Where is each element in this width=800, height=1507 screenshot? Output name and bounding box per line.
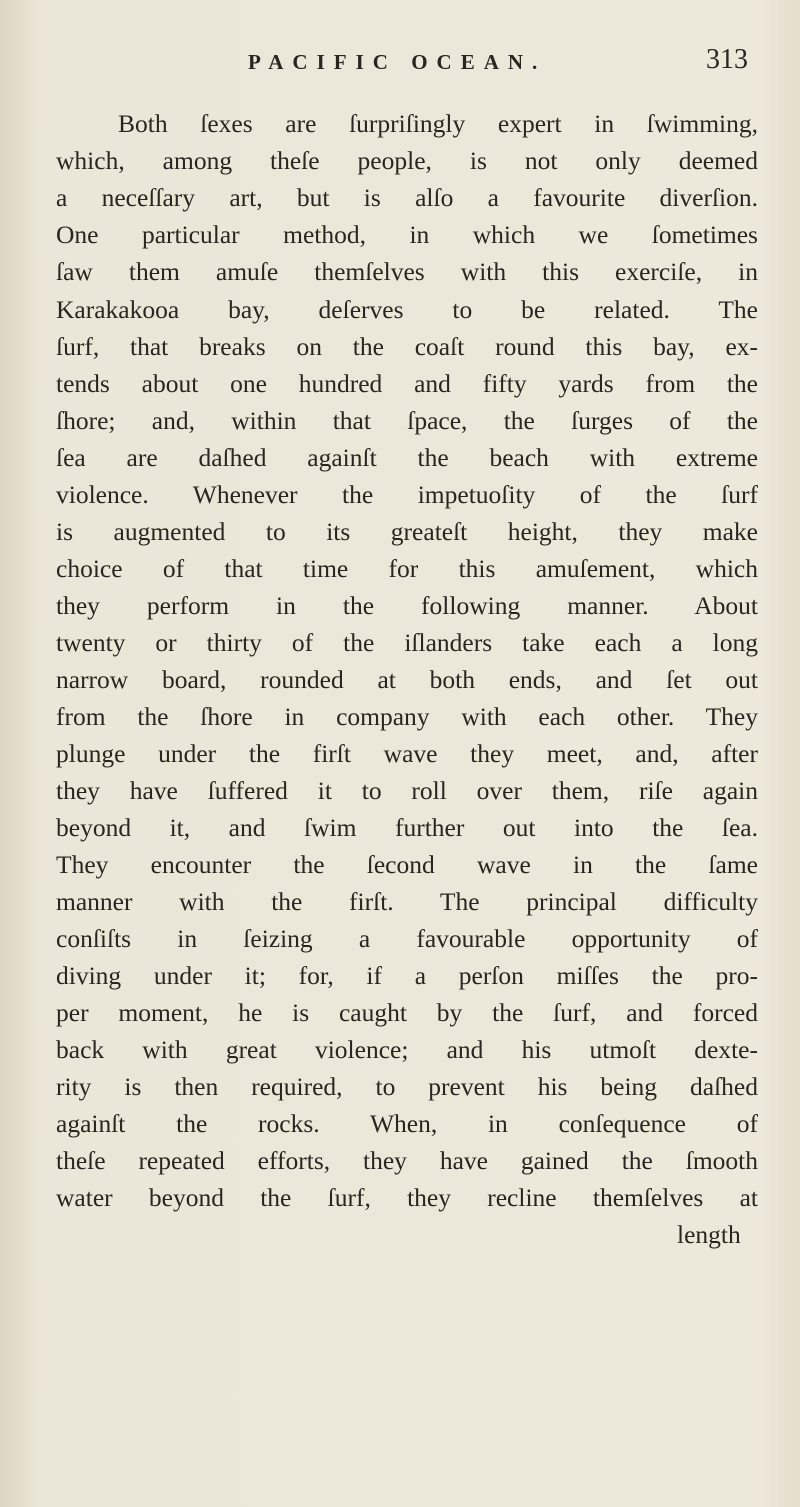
text-line: Both ſexes are ſurpriſingly expert in ſwimming, xyxy=(118,109,758,138)
text-line: ſhore; and, within that ſpace, the ſurges of the xyxy=(56,406,758,435)
running-head xyxy=(0,38,800,78)
text-line: from the ſhore in company with each other. They xyxy=(56,702,758,731)
text-line: theſe repeated efforts, they have gained the ſmooth xyxy=(56,1146,758,1175)
text-line: diving under it; for, if a perſon miſſes the pro- xyxy=(56,961,758,990)
text-line: ſaw them amuſe themſelves with this exerciſe, in xyxy=(56,257,758,286)
text-line: they perform in the following manner. About xyxy=(56,591,758,620)
text-line: choice of that time for this amuſement, which xyxy=(56,554,758,583)
text-line: per moment, he is caught by the ſurf, and forced xyxy=(56,998,758,1027)
text-line: they have ſuffered it to roll over them, riſe again xyxy=(56,776,758,805)
text-line: Karakakooa bay, deſerves to be related. The xyxy=(56,295,758,324)
text-line: water beyond the ſurf, they recline themſelves at xyxy=(56,1183,758,1212)
text-line: is augmented to its greateſt height, they make xyxy=(56,517,758,546)
text-line: ſurf, that breaks on the coaſt round this bay, ex- xyxy=(56,332,758,361)
text-line: narrow board, rounded at both ends, and ſet out xyxy=(56,665,758,694)
text-line: They encounter the ſecond wave in the ſame xyxy=(56,850,758,879)
text-line: One particular method, in which we ſometimes xyxy=(56,220,758,249)
text-line: conſiſts in ſeizing a favourable opportunity of xyxy=(56,924,758,953)
running-head-title: PACIFIC OCEAN. xyxy=(248,50,547,74)
text-line: which, among theſe people, is not only deemed xyxy=(56,146,758,175)
text-line: a neceſſary art, but is alſo a favourite diverſion. xyxy=(56,183,758,212)
text-line: beyond it, and ſwim further out into the ſea. xyxy=(56,813,758,842)
catchword: length xyxy=(677,1220,741,1249)
text-line: ſea are daſhed againſt the beach with extreme xyxy=(56,443,758,472)
text-line: manner with the firſt. The principal difficulty xyxy=(56,887,758,916)
text-line: violence. Whenever the impetuoſity of the ſurf xyxy=(56,480,758,509)
text-line: back with great violence; and his utmoſt dexte- xyxy=(56,1035,758,1064)
page-number: 313 xyxy=(706,44,748,75)
text-line: plunge under the firſt wave they meet, and, after xyxy=(56,739,758,768)
text-line: againſt the rocks. When, in conſequence of xyxy=(56,1109,758,1138)
text-line: twenty or thirty of the iſlanders take each a long xyxy=(56,628,758,657)
text-line: tends about one hundred and fifty yards from the xyxy=(56,369,758,398)
text-line: rity is then required, to prevent his being daſhed xyxy=(56,1072,758,1101)
